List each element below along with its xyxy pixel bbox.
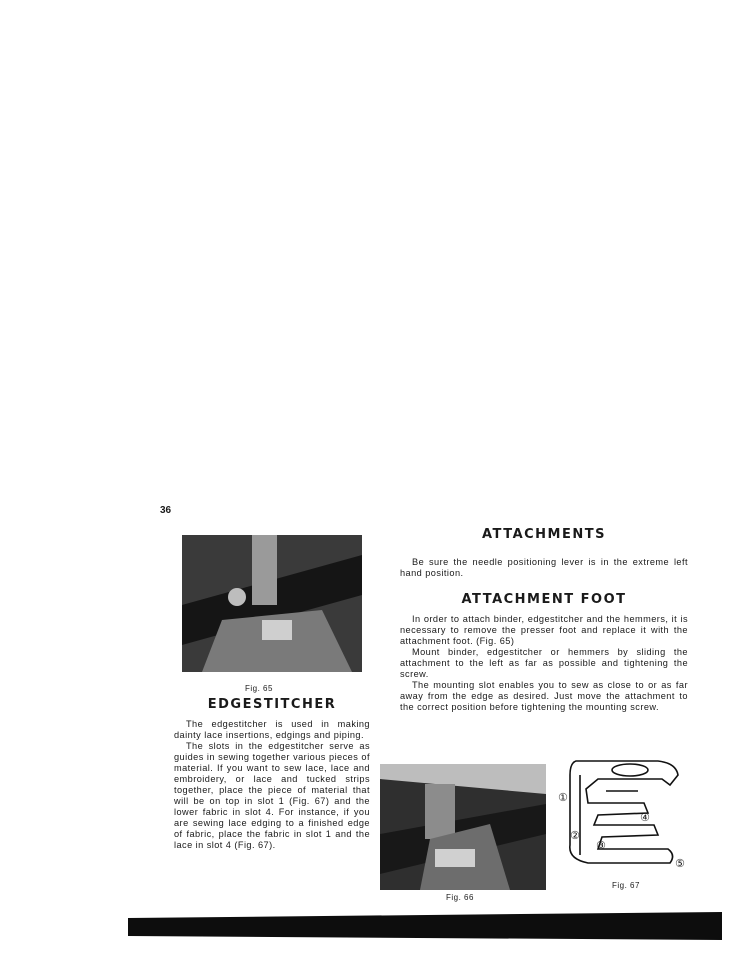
attachments-paragraph: Be sure the needle positioning lever is in the extreme left hand position. — [400, 557, 688, 578]
fig66-caption: Fig. 66 — [446, 893, 474, 902]
fig67-caption: Fig. 67 — [612, 881, 640, 890]
fig67-label-4: ④ — [640, 812, 650, 824]
attachment-foot-paragraph: The mounting slot enables you to sew as close to or as far away from the edge as desired. Just move the attachment to the correct position before tightening the mounting screw. — [400, 680, 688, 712]
fig65-caption: Fig. 65 — [245, 684, 273, 693]
edgestitcher-text — [174, 719, 370, 851]
scan-edge-band — [128, 912, 722, 940]
fig67-edgestitcher-drawing — [558, 755, 688, 875]
fig67-label-2: ② — [570, 830, 580, 842]
edgestitcher-heading: EDGESTITCHER — [207, 697, 337, 712]
attachment-foot-text — [400, 614, 688, 713]
attachment-foot-paragraph: Mount binder, edgestitcher or hemmers by sliding the attachment to the left as far as possible and tightening the screw. — [400, 647, 688, 679]
attachments-heading: ATTACHMENTS — [482, 527, 606, 542]
fig67-label-5: ⑤ — [675, 858, 685, 870]
attachments-text — [400, 557, 688, 579]
fig67-label-3: ③ — [596, 840, 606, 852]
page-number: 36 — [160, 505, 172, 516]
fig66-photo — [380, 764, 546, 890]
attachment-foot-heading: ATTACHMENT FOOT — [461, 592, 627, 607]
fig65-photo — [182, 535, 362, 672]
fig67-label-1: ① — [558, 792, 568, 804]
attachment-foot-paragraph: In order to attach binder, edgestitcher and the hemmers, it is necessary to remove the presser foot and replace it with the attachment foot. (Fig. 65) — [400, 614, 688, 646]
edgestitcher-paragraph: The slots in the edgestitcher serve as guides in sewing together various pieces of material. If you want to sew lace, lace and embroidery, or lace and tucked strips together, place the piece of material that will be on top in slot 1 (Fig. 67) and the lower fabric in slot 4. For instance, if you are sewing lace edging to a finished edge of fabric, place the fabric in slot 1 and the lace in slot 4 (Fig. 67). — [174, 741, 370, 850]
edgestitcher-paragraph: The edgestitcher is used in making dainty lace insertions, edgings and piping. — [174, 719, 370, 740]
